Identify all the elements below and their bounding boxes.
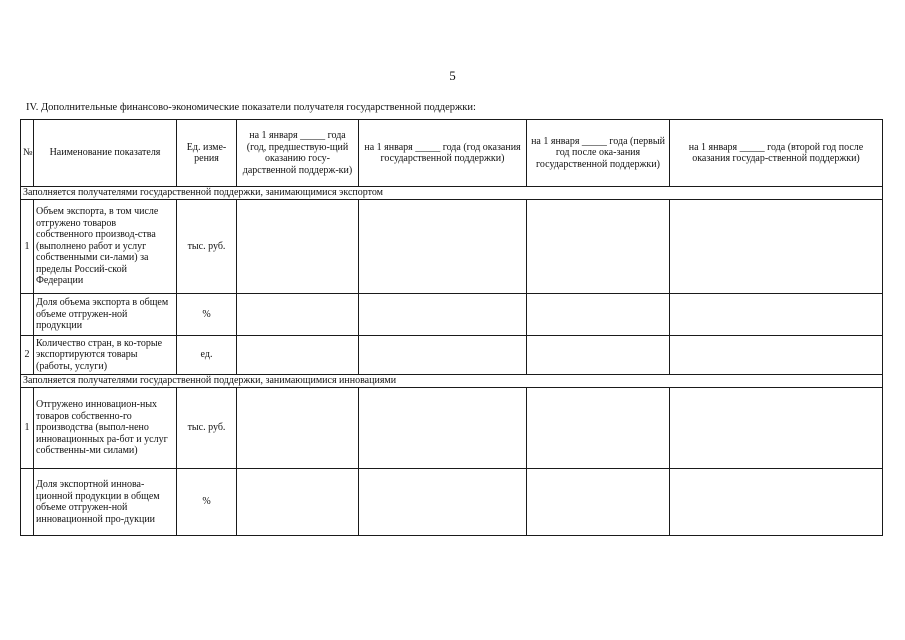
group-title-innovation: Заполняется получателями государственной поддержки, занимающимися инновациями	[21, 375, 883, 388]
value-cell[interactable]	[359, 388, 527, 469]
row-unit: ед.	[177, 336, 237, 375]
value-cell[interactable]	[670, 200, 883, 294]
value-cell[interactable]	[237, 294, 359, 336]
row-unit: %	[177, 294, 237, 336]
value-cell[interactable]	[359, 336, 527, 375]
row-num	[21, 294, 34, 336]
row-name: Доля экспортной иннова-ционной продукции в общем объеме отгружен-ной инновационной про-дукции	[34, 469, 177, 536]
group-row-export	[21, 187, 883, 200]
indicators-table	[20, 119, 883, 536]
header-name: Наименование показателя	[34, 120, 177, 187]
value-cell[interactable]	[527, 336, 670, 375]
row-name: Количество стран, в ко-торые экспортируются товары (работы, услуги)	[34, 336, 177, 375]
row-name: Отгружено инновацион-ных товаров собственно-го производства (выпол-нено инновационных ра-бот и услуг собственны-ми силами)	[34, 388, 177, 469]
value-cell[interactable]	[670, 294, 883, 336]
group-row-innovation	[21, 375, 883, 388]
table-row	[21, 294, 883, 336]
row-unit: %	[177, 469, 237, 536]
header-num: №	[21, 120, 34, 187]
row-unit: тыс. руб.	[177, 200, 237, 294]
row-unit: тыс. руб.	[177, 388, 237, 469]
table-row	[21, 469, 883, 536]
header-col3: на 1 января _____ года (первый год после ока-зания государственной поддержки)	[527, 120, 670, 187]
value-cell[interactable]	[359, 469, 527, 536]
page-number: 5	[449, 68, 456, 83]
value-cell[interactable]	[527, 388, 670, 469]
table-row	[21, 200, 883, 294]
header-col2: на 1 января _____ года (год оказания государственной поддержки)	[359, 120, 527, 187]
value-cell[interactable]	[670, 469, 883, 536]
row-num	[21, 469, 34, 536]
value-cell[interactable]	[359, 200, 527, 294]
value-cell[interactable]	[527, 294, 670, 336]
row-name: Доля объема экспорта в общем объеме отгружен-ной продукции	[34, 294, 177, 336]
row-num: 1	[21, 388, 34, 469]
section-title: IV. Дополнительные финансово-экономические показатели получателя государственной поддержки:	[26, 102, 476, 113]
row-num: 2	[21, 336, 34, 375]
value-cell[interactable]	[527, 200, 670, 294]
value-cell[interactable]	[237, 469, 359, 536]
value-cell[interactable]	[237, 200, 359, 294]
group-title-export: Заполняется получателями государственной поддержки, занимающимися экспортом	[21, 187, 883, 200]
value-cell[interactable]	[670, 336, 883, 375]
table-row	[21, 388, 883, 469]
table-header-row	[21, 120, 883, 187]
value-cell[interactable]	[359, 294, 527, 336]
value-cell[interactable]	[527, 469, 670, 536]
row-name: Объем экспорта, в том числе отгружено товаров собственного производ-ства (выполнено работ и услуг собственными си-лами) за пределы Россий-ской Федерации	[34, 200, 177, 294]
value-cell[interactable]	[237, 388, 359, 469]
table-row	[21, 336, 883, 375]
value-cell[interactable]	[237, 336, 359, 375]
row-num: 1	[21, 200, 34, 294]
header-col4: на 1 января _____ года (второй год после оказания государ-ственной поддержки)	[670, 120, 883, 187]
value-cell[interactable]	[670, 388, 883, 469]
header-col1: на 1 января _____ года (год, предшествую-щий оказанию госу-дарственной поддерж-ки)	[237, 120, 359, 187]
header-unit: Ед. изме-рения	[177, 120, 237, 187]
